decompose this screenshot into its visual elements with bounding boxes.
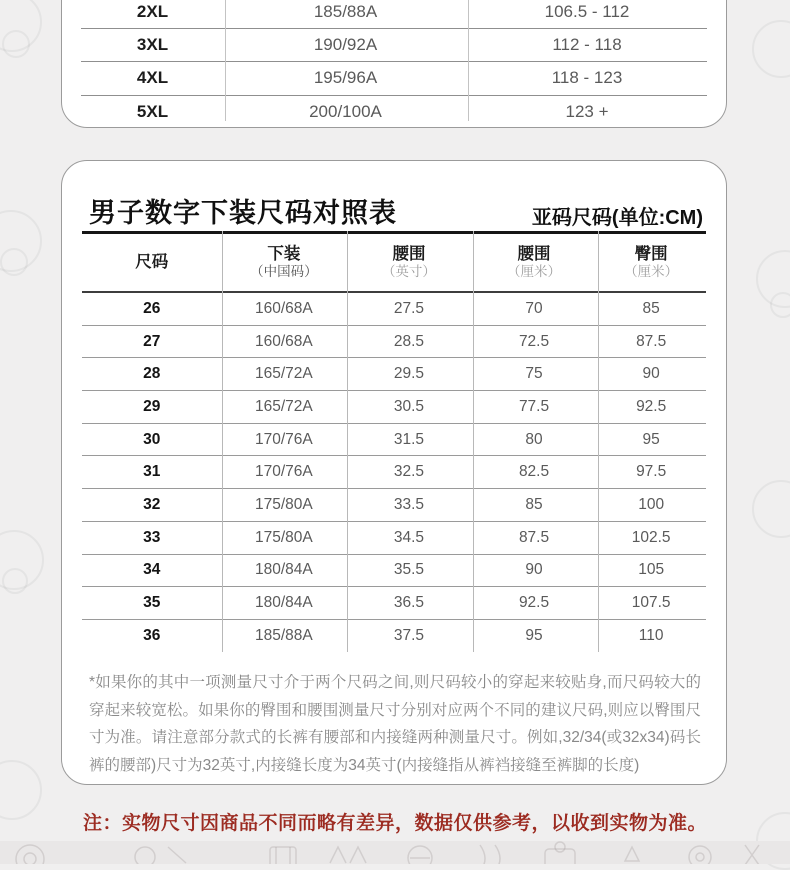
size-cell: 35 <box>143 594 161 612</box>
column-label: 臀围 <box>634 244 668 263</box>
cn-size-cell: 175/80A <box>254 528 313 546</box>
column-header <box>472 234 597 291</box>
waist-cm-cell: 70 <box>525 299 543 317</box>
size-cell: 27 <box>143 332 161 350</box>
range-cell: 123 + <box>565 102 609 122</box>
table-row <box>81 96 707 129</box>
column-sublabel: （英寸） <box>381 264 436 280</box>
table-row <box>81 29 707 62</box>
column-label: 腰围 <box>392 244 426 263</box>
column-divider <box>222 231 223 652</box>
table-row <box>82 522 706 555</box>
size-chart-table <box>82 293 706 653</box>
table-row <box>81 0 707 29</box>
hip-cm-cell: 105 <box>638 561 665 579</box>
waist-cm-cell: 75 <box>525 365 543 383</box>
top-size-table-card <box>61 0 727 128</box>
unit-label: 亚码尺码(单位:CM) <box>531 207 703 229</box>
waist-cm-cell: 85 <box>525 495 543 513</box>
hip-cm-cell: 110 <box>638 627 664 645</box>
column-label: 下装 <box>267 244 301 263</box>
waist-inch-cell: 32.5 <box>393 463 425 481</box>
column-header <box>222 234 347 291</box>
size-cell: 5XL <box>136 102 169 122</box>
range-cell: 106.5 - 112 <box>544 1 630 21</box>
cn-size-cell: 200/100A <box>309 102 382 122</box>
hip-cm-cell: 107.5 <box>631 594 671 612</box>
hip-cm-cell: 87.5 <box>636 332 667 350</box>
size-chart-card <box>61 160 727 785</box>
waist-cm-cell: 90 <box>525 561 543 579</box>
waist-inch-cell: 31.5 <box>393 430 425 448</box>
table-row <box>82 587 706 620</box>
cn-size-cell: 180/84A <box>254 561 313 579</box>
table-row <box>82 326 706 359</box>
waist-cm-cell: 72.5 <box>518 332 550 350</box>
size-cell: 34 <box>143 561 161 579</box>
size-cell: 31 <box>143 463 161 481</box>
column-divider <box>225 0 226 121</box>
cn-size-cell: 170/76A <box>254 430 313 448</box>
hip-cm-cell: 97.5 <box>636 463 667 481</box>
column-label: 腰围 <box>517 244 551 263</box>
table-header-row <box>82 234 706 291</box>
waist-inch-cell: 30.5 <box>393 397 425 415</box>
column-divider <box>347 231 348 652</box>
waist-cm-cell: 92.5 <box>518 594 550 612</box>
waist-inch-cell: 28.5 <box>393 332 425 350</box>
column-divider <box>598 231 599 652</box>
waist-cm-cell: 95 <box>525 627 543 645</box>
table-row <box>82 293 706 326</box>
size-cell: 2XL <box>136 1 169 21</box>
cn-size-cell: 195/96A <box>313 68 378 88</box>
column-sublabel: （中国码） <box>250 264 318 280</box>
column-divider <box>468 0 469 121</box>
size-cell: 30 <box>143 430 161 448</box>
hip-cm-cell: 102.5 <box>631 528 671 546</box>
column-header <box>596 234 706 291</box>
page-title: 男子数字下装尺码对照表 <box>89 198 397 228</box>
cn-size-cell: 190/92A <box>313 35 378 55</box>
table-row <box>81 62 707 95</box>
table-row <box>82 620 706 653</box>
column-sublabel: （厘米） <box>624 264 679 280</box>
cn-size-cell: 185/88A <box>254 627 313 645</box>
hip-cm-cell: 95 <box>642 430 660 448</box>
size-cell: 36 <box>143 627 161 645</box>
table-row <box>82 424 706 457</box>
table-row <box>82 456 706 489</box>
table-row <box>82 391 706 424</box>
footnote-text: *如果你的其中一项测量尺寸介于两个尺码之间,则尺码较小的穿起来较贴身,而尺码较大的穿起来较宽松。如果你的臀围和腰围测量尺寸分别对应两个不同的建议尺码,则应以臀围尺寸为准。请注意部分款式的长裤有腰部和内接缝两种测量尺寸。例如,32/34(或32x34)码长裤的腰部)尺寸为32英寸,内接缝长度为34英寸(内接缝指从裤裆接缝至裤脚的长度) <box>89 674 701 774</box>
hip-cm-cell: 92.5 <box>636 397 667 415</box>
cn-size-cell: 160/68A <box>254 299 313 317</box>
waist-cm-cell: 80 <box>525 430 543 448</box>
cn-size-cell: 185/88A <box>313 1 378 21</box>
size-cell: 4XL <box>136 68 169 88</box>
column-divider <box>473 231 474 652</box>
size-cell: 32 <box>143 495 161 513</box>
size-cell: 28 <box>143 365 161 383</box>
column-label: 尺码 <box>135 253 169 272</box>
cn-size-cell: 170/76A <box>254 463 313 481</box>
chart-header <box>89 191 703 230</box>
table-row <box>82 489 706 522</box>
column-header <box>346 234 472 291</box>
doodle-pattern-icon <box>0 841 790 864</box>
size-cell: 33 <box>143 528 161 546</box>
hip-cm-cell: 90 <box>642 365 660 383</box>
cn-size-cell: 175/80A <box>254 495 313 513</box>
waist-cm-cell: 87.5 <box>518 528 550 546</box>
cn-size-cell: 165/72A <box>254 397 313 415</box>
cn-size-cell: 180/84A <box>254 594 313 612</box>
waist-inch-cell: 33.5 <box>393 495 425 513</box>
range-cell: 112 - 118 <box>552 35 622 55</box>
waist-inch-cell: 34.5 <box>393 528 425 546</box>
waist-inch-cell: 36.5 <box>393 594 425 612</box>
column-sublabel: （厘米） <box>507 264 562 280</box>
waist-cm-cell: 77.5 <box>518 397 550 415</box>
bottom-pattern-band <box>0 841 790 864</box>
size-cell: 3XL <box>136 35 169 55</box>
waist-cm-cell: 82.5 <box>518 463 550 481</box>
size-cell: 29 <box>143 397 161 415</box>
size-cell: 26 <box>143 299 161 317</box>
table-row <box>82 555 706 588</box>
disclaimer-note: 注：实物尺寸因商品不同而略有差异，数据仅供参考，以收到实物为准。 <box>82 813 707 834</box>
column-header <box>82 234 222 291</box>
hip-cm-cell: 85 <box>642 299 660 317</box>
waist-inch-cell: 29.5 <box>393 365 425 383</box>
waist-inch-cell: 37.5 <box>393 627 425 645</box>
hip-cm-cell: 100 <box>638 495 665 513</box>
cn-size-cell: 160/68A <box>254 332 313 350</box>
range-cell: 118 - 123 <box>551 68 623 88</box>
waist-inch-cell: 27.5 <box>393 299 425 317</box>
cn-size-cell: 165/72A <box>254 365 313 383</box>
top-size-table <box>81 0 707 129</box>
table-row <box>82 358 706 391</box>
waist-inch-cell: 35.5 <box>393 561 425 579</box>
